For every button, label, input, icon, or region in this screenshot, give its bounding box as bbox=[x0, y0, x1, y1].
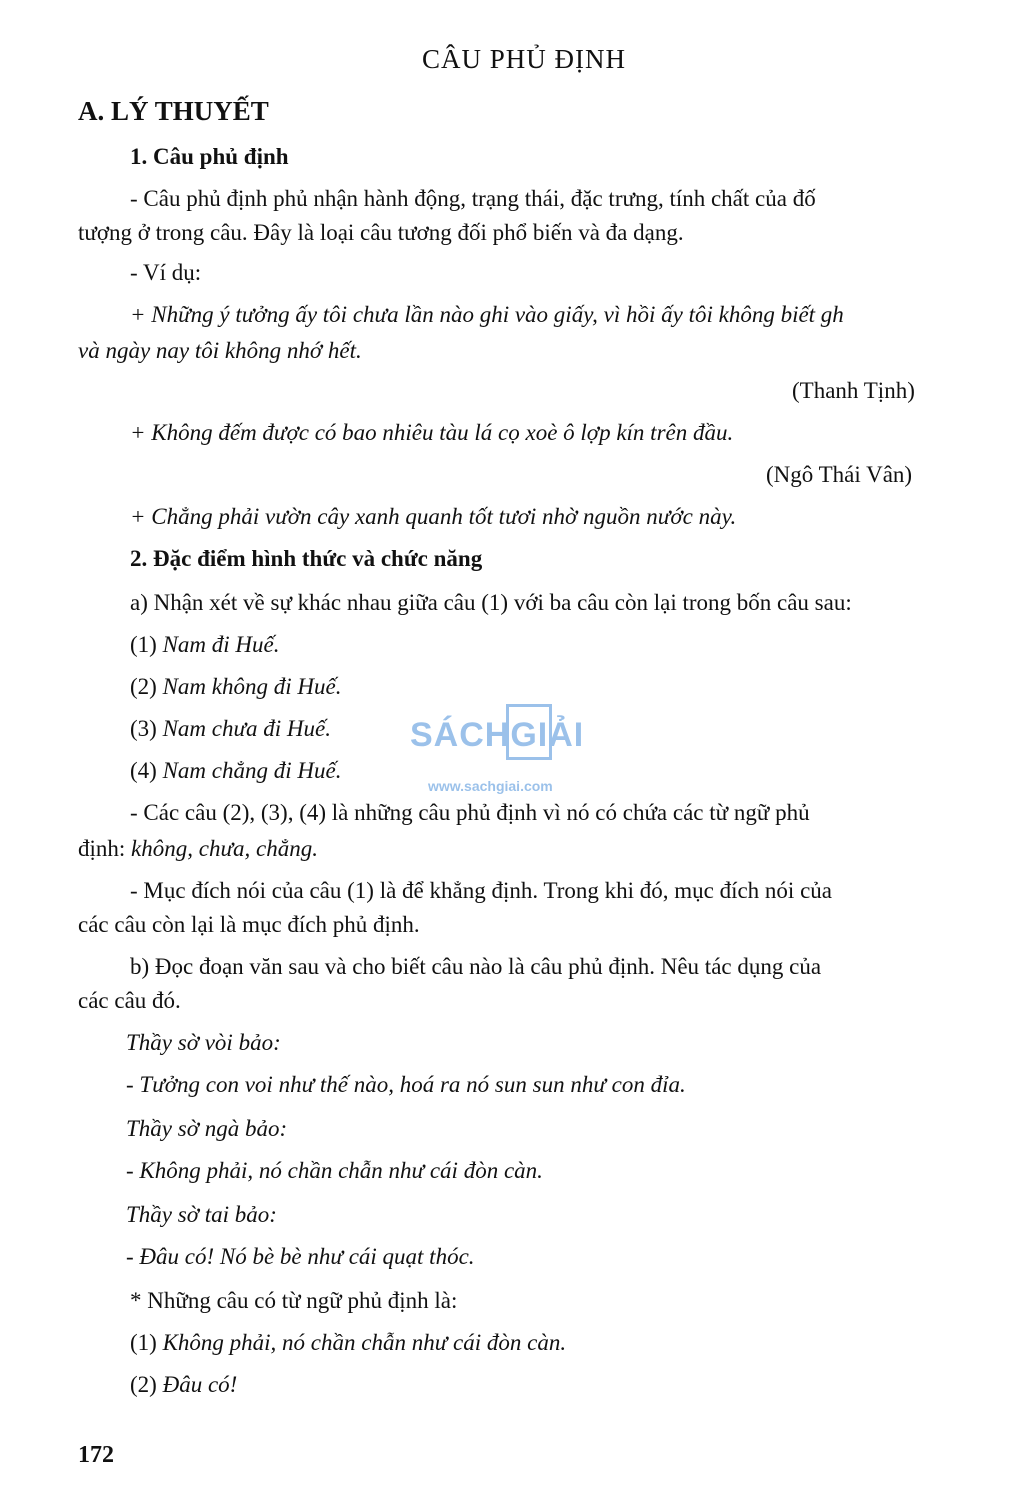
paragraph-text: b) Đọc đoạn văn sau và cho biết câu nào là câu phủ định. Nêu tác dụng của bbox=[130, 954, 822, 979]
item-number: (3) bbox=[130, 716, 163, 741]
dialogue-text: - Không phải, nó chần chẫn như cái đòn càn. bbox=[126, 1158, 543, 1183]
source-text: (Ngô Thái Vân) bbox=[766, 462, 913, 487]
dialogue-text: Thầy sờ vòi bảo: bbox=[126, 1030, 281, 1055]
paragraph-text: tượng ở trong câu. Đây là loại câu tương đối phổ biến và đa dạng. bbox=[78, 220, 684, 245]
section-heading-text: A. LÝ THUYẾT bbox=[78, 96, 269, 126]
item-text: Nam chẳng đi Huế. bbox=[162, 758, 342, 783]
negation-words: không, chưa, chẳng. bbox=[131, 836, 318, 861]
example-line bbox=[130, 300, 1024, 330]
paragraph-line bbox=[78, 986, 1024, 1016]
subsection-heading-text: 2. Đặc điểm hình thức và chức năng bbox=[130, 546, 483, 571]
item-text: Nam đi Huế. bbox=[162, 632, 280, 657]
paragraph-text: a) Nhận xét về sự khác nhau giữa câu (1) với ba câu còn lại trong bốn câu sau: bbox=[130, 590, 852, 615]
dialogue-line bbox=[126, 1200, 1024, 1230]
watermark-url: www.sachgiai.com bbox=[428, 778, 553, 794]
paragraph-text: * Những câu có từ ngữ phủ định là: bbox=[130, 1288, 458, 1313]
paragraph-line bbox=[130, 588, 1024, 618]
example-label-text: - Ví dụ: bbox=[130, 260, 202, 285]
paragraph-line bbox=[130, 876, 1024, 906]
dialogue-text: - Đâu có! Nó bè bè như cái quạt thóc. bbox=[126, 1244, 475, 1269]
subsection-heading bbox=[130, 142, 1024, 172]
watermark-logo bbox=[410, 704, 630, 800]
watermark-brand-box: G bbox=[510, 716, 538, 754]
example-source bbox=[766, 460, 1024, 490]
watermark-brand-left: SÁCH bbox=[410, 716, 511, 754]
item-number: (1) bbox=[130, 1330, 163, 1355]
item-number: (4) bbox=[130, 758, 163, 783]
paragraph-text: - Các câu (2), (3), (4) là những câu phủ định vì nó có chứa các từ ngữ phủ bbox=[130, 800, 810, 825]
paragraph-line bbox=[78, 218, 1024, 248]
item-text: Nam chưa đi Huế. bbox=[162, 716, 331, 741]
subsection-heading-text: 1. Câu phủ định bbox=[130, 144, 289, 169]
paragraph-line bbox=[130, 952, 1024, 982]
section-heading bbox=[78, 96, 1024, 126]
item-number: (2) bbox=[130, 1372, 163, 1397]
example-text: + Không đếm được có bao nhiêu tàu lá cọ xoè ô lợp kín trên đầu. bbox=[130, 420, 734, 445]
dialogue-line bbox=[126, 1028, 1024, 1058]
example-label bbox=[130, 258, 1024, 288]
paragraph-line bbox=[130, 798, 1024, 828]
item-text: Nam không đi Huế. bbox=[162, 674, 342, 699]
paragraph-line bbox=[130, 184, 1024, 214]
item-text: Không phải, nó chần chẫn như cái đòn càn. bbox=[162, 1330, 567, 1355]
paragraph-text: - Câu phủ định phủ nhận hành động, trạng thái, đặc trưng, tính chất của đố bbox=[130, 186, 816, 211]
example-source bbox=[792, 376, 1024, 406]
paragraph-line bbox=[78, 834, 1024, 864]
dialogue-line bbox=[126, 1156, 1024, 1186]
subsection-heading bbox=[130, 544, 1024, 574]
item-text: Đâu có! bbox=[162, 1372, 238, 1397]
example-text: + Chẳng phải vườn cây xanh quanh tốt tươi nhờ nguồn nước này. bbox=[130, 504, 737, 529]
paragraph-text: định: bbox=[78, 836, 132, 861]
dialogue-text: Thầy sờ tai bảo: bbox=[126, 1202, 277, 1227]
source-text: (Thanh Tịnh) bbox=[792, 378, 915, 403]
page-title-text: CÂU PHỦ ĐỊNH bbox=[422, 44, 627, 74]
page-number bbox=[78, 1440, 1024, 1470]
example-text: và ngày nay tôi không nhớ hết. bbox=[78, 338, 362, 363]
answer-item bbox=[130, 1328, 1024, 1358]
example-line bbox=[78, 336, 1024, 366]
paragraph-text: - Mục đích nói của câu (1) là để khẳng định. Trong khi đó, mục đích nói của bbox=[130, 878, 832, 903]
page-title bbox=[422, 44, 1024, 74]
dialogue-line bbox=[126, 1114, 1024, 1144]
sentence-item bbox=[130, 672, 1024, 702]
watermark-brand-right: IẢI bbox=[537, 716, 585, 754]
page-number-text: 172 bbox=[78, 1442, 114, 1468]
paragraph-text: các câu đó. bbox=[78, 988, 181, 1013]
dialogue-text: - Tưởng con voi như thế nào, hoá ra nó sun sun như con đỉa. bbox=[126, 1072, 686, 1097]
dialogue-line bbox=[126, 1070, 1024, 1100]
sentence-item bbox=[130, 630, 1024, 660]
watermark-brand bbox=[410, 716, 584, 755]
paragraph-line bbox=[130, 1286, 1024, 1316]
paragraph-line bbox=[78, 910, 1024, 940]
item-number: (2) bbox=[130, 674, 163, 699]
example-line bbox=[130, 502, 1024, 532]
paragraph-text: các câu còn lại là mục đích phủ định. bbox=[78, 912, 420, 937]
example-line bbox=[130, 418, 1024, 448]
dialogue-text: Thầy sờ ngà bảo: bbox=[126, 1116, 288, 1141]
answer-item bbox=[130, 1370, 1024, 1400]
item-number: (1) bbox=[130, 632, 163, 657]
example-text: + Những ý tưởng ấy tôi chưa lần nào ghi vào giấy, vì hồi ấy tôi không biết gh bbox=[130, 302, 844, 327]
dialogue-line bbox=[126, 1242, 1024, 1272]
